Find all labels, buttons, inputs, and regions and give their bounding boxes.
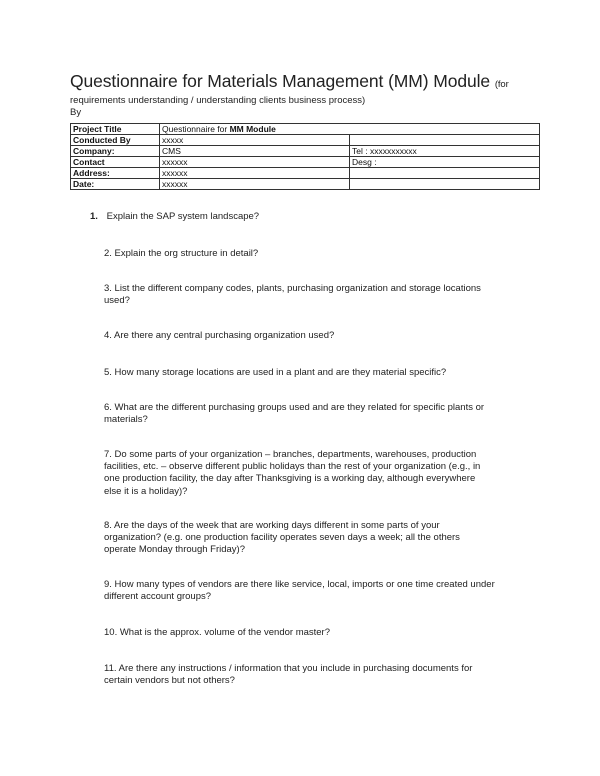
question-text: Explain the SAP system landscape? [106,211,260,222]
label-cell: Contact [71,157,160,168]
value-bold: MM Module [229,124,276,134]
extra-cell: Tel : xxxxxxxxxxx [350,146,540,157]
info-table [70,123,540,190]
title-block [70,71,540,119]
question-line: 7. Do some parts of your organization – branches, departments, warehouses, production [104,449,477,460]
question-line: one production facility, the day after Thanksgiving is a working day, although everywhere [104,473,476,485]
question-line: 8. Are the days of the week that are working days different in some parts of your [104,520,440,531]
value-cell: CMS [160,146,350,157]
by-line: By [70,107,82,118]
question-line: 6. What are the different purchasing groups used and are they related for specific plants or [104,402,485,413]
question-line: 9. How many types of vendors are there like service, local, imports or one time created under [104,579,495,590]
question-line: operate Monday through Friday)? [104,544,245,556]
question-5: 5. How many storage locations are used in a plant and are they material specific? [104,367,447,378]
table-row [71,146,540,157]
value-cell [160,124,540,135]
question-line: materials? [104,414,148,426]
value-cell: xxxxxx [160,168,350,179]
question-3 [104,283,524,307]
value-cell: xxxxxx [160,179,350,190]
question-6 [104,402,524,426]
extra-cell [350,135,540,146]
question-line: 11. Are there any instructions / information that you include in purchasing documents for [104,663,473,674]
question-9 [104,579,524,603]
label-cell: Company: [71,146,160,157]
label-cell: Address: [71,168,160,179]
question-10: 10. What is the approx. volume of the vendor master? [104,627,331,638]
question-11 [104,663,524,687]
question-1 [90,211,510,223]
title-main-text: Questionnaire for Materials Management (MM) Module [70,71,491,91]
title-paren-text: (for [494,79,509,90]
question-line: else it is a holiday)? [104,485,188,497]
question-line: certain vendors but not others? [104,675,235,687]
question-4: 4. Are there any central purchasing organization used? [104,330,335,341]
table-row [71,157,540,168]
question-line: used? [104,295,130,307]
label-cell: Conducted By [71,135,160,146]
question-2: 2. Explain the org structure in detail? [104,248,259,259]
value-cell: xxxxx [160,135,350,146]
title-subtitle: requirements understanding / understanding clients business process) [70,95,366,106]
value-cell: xxxxxx [160,157,350,168]
question-8 [104,520,524,557]
question-number: 1. [90,211,98,222]
table-row [71,135,540,146]
question-line: 3. List the different company codes, plants, purchasing organization and storage locations [104,283,481,294]
question-7 [104,449,524,498]
question-line: organization? (e.g. one production facility operates seven days a week; all the others [104,532,460,544]
table-row [71,124,540,135]
extra-cell [350,179,540,190]
question-line: different account groups? [104,591,212,603]
extra-cell: Desg : [350,157,540,168]
table-row [71,179,540,190]
table-row [71,168,540,179]
label-cell: Project Title [71,124,160,135]
label-cell: Date: [71,179,160,190]
extra-cell [350,168,540,179]
value-prefix: Questionnaire for [162,124,228,134]
question-line: facilities, etc. – observe different public holidays than the rest of your organization (e.g., in [104,461,481,473]
page-title [70,71,540,95]
